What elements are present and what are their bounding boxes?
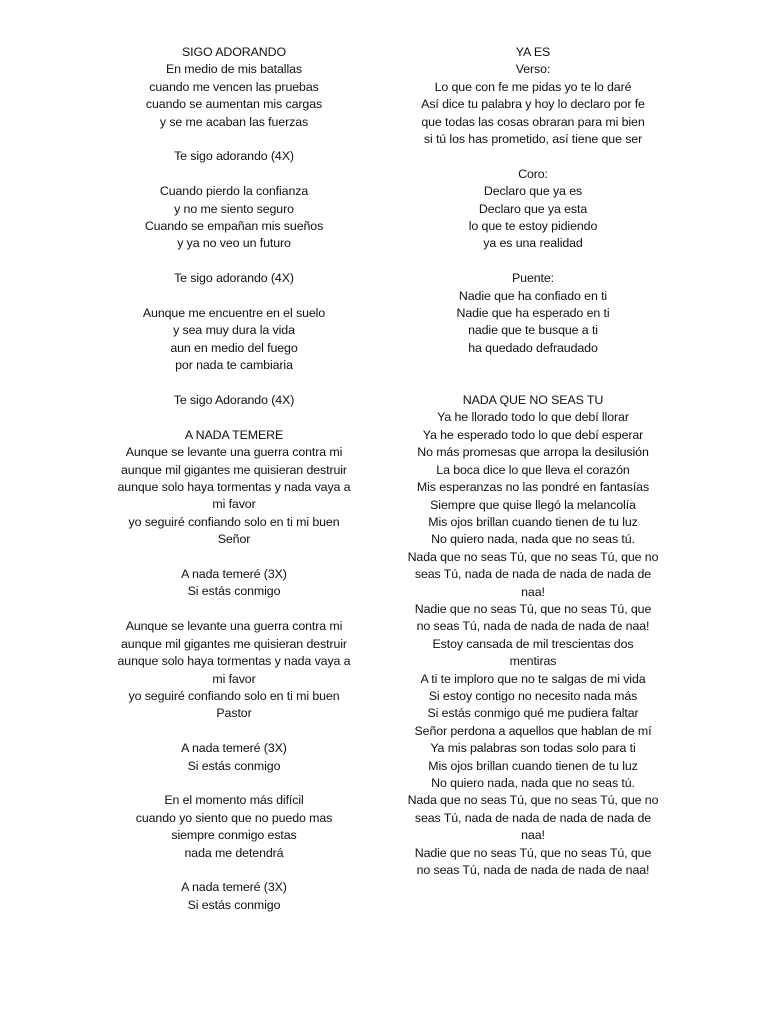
lyric-line: No quiero nada, nada que no seas tú.: [431, 776, 635, 791]
lyric-line: nada me detendrá: [184, 845, 284, 860]
lyric-line: Así dice tu palabra y hoy lo declaro por fe: [421, 97, 645, 112]
lyric-line: Nada que no seas Tú, que no seas Tú, que no: [407, 793, 659, 808]
lyric-line: Estoy cansada de mil trescientas dos: [432, 636, 634, 651]
lyric-line: Mis esperanzas no las pondré en fantasías: [416, 480, 650, 495]
lyric-line: nadie que te busque a ti: [468, 323, 598, 338]
lyric-line: mentiras: [509, 654, 557, 669]
lyric-line: Nada que no seas Tú, que no seas Tú, que no: [407, 549, 659, 564]
chorus-line: A nada temeré (3X): [181, 567, 287, 582]
lyric-line: Nadie que no seas Tú, que no seas Tú, que: [414, 601, 652, 616]
chorus-line: Te sigo adorando (4X): [174, 149, 294, 164]
lyric-line: y sea muy dura la vida: [173, 323, 295, 338]
song-title-a-nada-temere: A NADA TEMERE: [184, 427, 284, 442]
lyric-line: Nadie que ha confiado en ti: [458, 288, 608, 303]
lyric-line: Pastor: [216, 706, 252, 721]
lyric-line: no seas Tú, nada de nada de nada de naa!: [416, 863, 650, 878]
lyric-line: que todas las cosas obraran para mi bien: [421, 114, 645, 129]
lyric-line: y ya no veo un futuro: [177, 236, 291, 251]
lyric-line: Aunque se levante una guerra contra mi: [125, 445, 343, 460]
section-label-coro: Coro:: [518, 166, 548, 181]
lyric-line: naa!: [521, 828, 545, 843]
lyric-line: Mis ojos brillan cuando tienen de tu luz: [428, 514, 638, 529]
lyric-line: Mis ojos brillan cuando tienen de tu luz: [428, 758, 638, 773]
section-label-puente: Puente:: [511, 271, 554, 286]
lyric-line: lo que te estoy pidiendo: [468, 219, 598, 234]
song-title-nada-que-no-seas-tu: NADA QUE NO SEAS TU: [462, 393, 604, 408]
lyric-line: Declaro que ya es: [483, 184, 583, 199]
lyric-line: ha quedado defraudado: [468, 340, 598, 355]
chorus-line: Si estás conmigo: [187, 758, 281, 773]
lyric-line: Nadie que ha esperado en ti: [456, 306, 610, 321]
section-label-verso: Verso:: [515, 62, 551, 77]
song-title-sigo-adorando: SIGO ADORANDO: [181, 45, 287, 59]
lyric-line: aunque mil gigantes me quisieran destruir: [121, 462, 347, 477]
lyric-line: No quiero nada, nada que no seas tú.: [431, 532, 635, 547]
lyric-line: La boca dice lo que lleva el corazón: [436, 462, 630, 477]
lyric-line: Si estás conmigo qué me pudiera faltar: [427, 706, 639, 721]
lyric-line: Siempre que quise llegó la melancolía: [430, 497, 636, 512]
chorus-line: Si estás conmigo: [187, 584, 281, 599]
chorus-line: A nada temeré (3X): [181, 880, 287, 895]
right-column: [388, 44, 678, 879]
lyric-line: por nada te cambiaria: [175, 358, 293, 373]
lyric-line: En medio de mis batallas: [165, 62, 303, 77]
lyric-line: cuando yo siento que no puedo mas: [135, 810, 333, 825]
lyric-line: En el momento más difícil: [164, 793, 304, 808]
left-column: [89, 44, 379, 914]
lyric-line: y no me siento seguro: [174, 201, 294, 216]
lyric-line: seas Tú, nada de nada de nada de nada de: [414, 567, 652, 582]
lyric-line: Nadie que no seas Tú, que no seas Tú, que: [414, 845, 652, 860]
lyric-line: mi favor: [212, 497, 256, 512]
lyric-line: siempre conmigo estas: [171, 828, 297, 843]
lyric-line: Señor: [217, 532, 251, 547]
lyric-line: mi favor: [212, 671, 256, 686]
lyric-line: no seas Tú, nada de nada de nada de naa!: [416, 619, 650, 634]
lyric-line: ya es una realidad: [483, 236, 583, 251]
lyric-line: yo seguiré confiando solo en ti mi buen: [128, 514, 340, 529]
lyric-line: Ya he esperado todo lo que debí esperar: [422, 427, 644, 442]
lyric-line: cuando me vencen las pruebas: [149, 79, 319, 94]
chorus-line: Si estás conmigo: [187, 897, 281, 912]
lyric-line: Declaro que ya esta: [478, 201, 588, 216]
song-title-ya-es: YA ES: [515, 45, 551, 59]
lyric-line: Cuando se empañan mis sueños: [144, 219, 324, 234]
lyric-line: aun en medio del fuego: [170, 340, 298, 355]
lyric-line: aunque solo haya tormentas y nada vaya a: [117, 654, 351, 669]
lyric-line: seas Tú, nada de nada de nada de nada de: [414, 810, 652, 825]
chorus-line: Te sigo adorando (4X): [174, 271, 294, 286]
lyric-line: Cuando pierdo la confianza: [159, 184, 309, 199]
lyric-line: Ya mis palabras son todas solo para ti: [430, 741, 636, 756]
lyric-line: cuando se aumentan mis cargas: [145, 97, 323, 112]
lyric-line: si tú los has prometido, así tiene que ser: [423, 132, 643, 147]
lyric-line: A ti te imploro que no te salgas de mi vida: [420, 671, 646, 686]
lyric-line: yo seguiré confiando solo en ti mi buen: [128, 688, 340, 703]
lyric-line: aunque solo haya tormentas y nada vaya a: [117, 480, 351, 495]
lyric-line: naa!: [521, 584, 545, 599]
chorus-line: A nada temeré (3X): [181, 741, 287, 756]
lyric-line: Aunque se levante una guerra contra mi: [125, 619, 343, 634]
lyric-line: Aunque me encuentre en el suelo: [142, 306, 326, 321]
lyric-line: Lo que con fe me pidas yo te lo daré: [434, 79, 632, 94]
lyric-line: aunque mil gigantes me quisieran destruir: [121, 636, 347, 651]
lyric-line: y se me acaban las fuerzas: [159, 114, 309, 129]
chorus-line: Te sigo Adorando (4X): [173, 393, 295, 408]
lyric-line: Si estoy contigo no necesito nada más: [428, 688, 638, 703]
lyric-line: Ya he llorado todo lo que debí llorar: [437, 410, 629, 425]
lyric-line: No más promesas que arropa la desilusión: [417, 445, 649, 460]
lyric-line: Señor perdona a aquellos que hablan de mí: [414, 723, 652, 738]
